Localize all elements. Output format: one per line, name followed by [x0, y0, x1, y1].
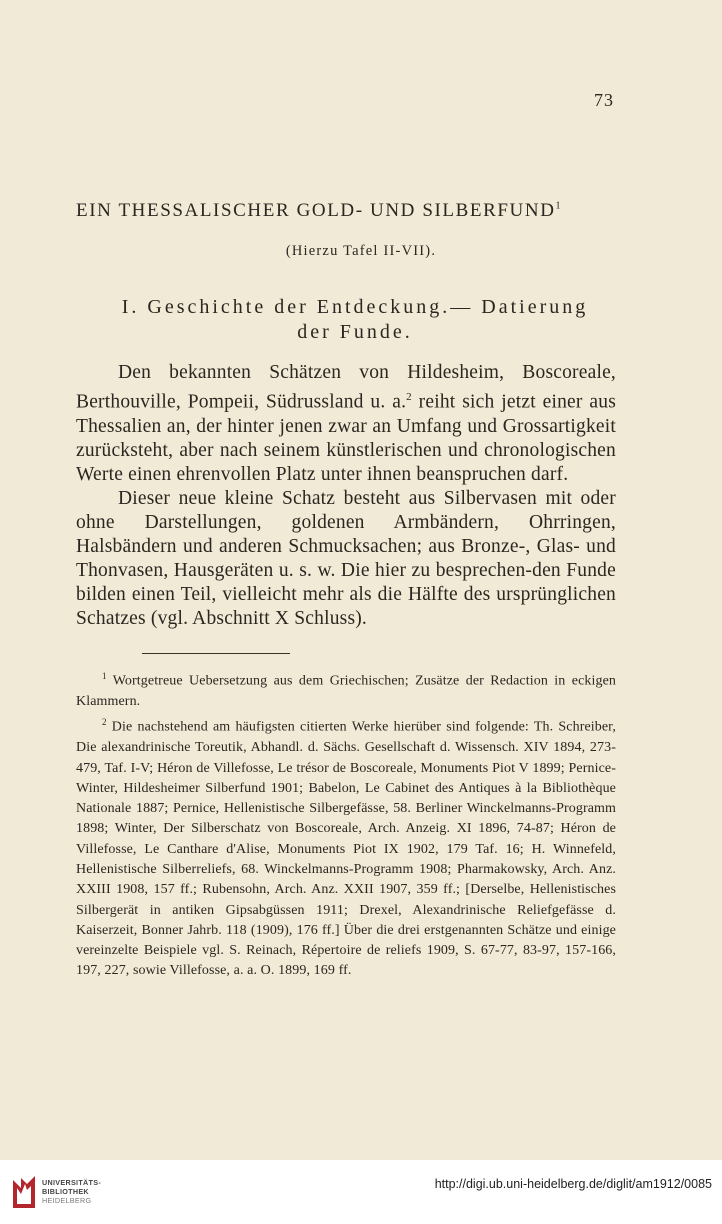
footnote-2-mark: 2: [102, 717, 107, 728]
footnotes: [76, 666, 616, 982]
paragraph-2: Dieser neue kleine Schatz besteht aus Silbervasen mit oder ohne Darstellungen, goldenen Armbändern, Ohrringen, Halsbändern und anderen Schmucksachen; aus Bronze-, Glas- und Thonvasen, Hausgeräten u. s. w. Die hier zu besprechen-den Funde bilden einen Teil, vielleicht mehr als die Hälfte des ursprünglichen Schatzes (vgl. Abschnitt X Schluss).: [76, 487, 616, 629]
section-heading-line1: I. Geschichte der Entdeckung.— Datierung: [121, 296, 589, 318]
section-heading-line2: der Funde.: [297, 321, 413, 343]
section-heading: [60, 295, 650, 345]
footnote-1: [76, 666, 616, 712]
library-name-line3: HEIDELBERG: [42, 1196, 92, 1205]
body-text: [76, 361, 616, 631]
footnote-2-text: Die nachstehend am häufigsten citierten Werke hierüber sind folgende: Th. Schreiber, Die alexandrinische Toreutik, Abhandl. d. Sächs. Gesellschaft d. Wissensch. XIV 1894, 273-479, Taf. I-V; Héron de Villefosse, Le trésor de Boscoreale, Monuments Piot V 1899; Pernice-Winter, Hildesheimer Silberfund 1901; Babelon, Le Cabinet des Antiques à la Bibliothèque Nationale 1887; Pernice, Hellenistische Silbergefässe, 58. Berliner Winckelmanns-Programm 1898; Winter, Der Silberschatz von Boscoreale, Arch. Anzeig. XI 1896, 74-87; Héron de Villefosse, Le Canthare d'Alise, Monuments Piot IX 1902, 179 Taf. 16; H. Winnefeld, Hellenistische Silberreliefs, 68. Winckelmanns-Programm 1908; Pharmakowsky, Arch. Anz. XXIII 1908, 157 ff.; Rubensohn, Arch. Anz. XXII 1907, 359 ff.; [Derselbe, Hellenistisches Silbergerät in antiken Gipsabgüssen 1911; Drexel, Alexandrinische Reliefgefässe d. Kaiserzeit, Bonner Jahrb. 118 (1909), 176 ff.] Über die drei erstgenannten Schätze und einige vereinzelte Beispiele vgl. S. Reinach, Répertoire de reliefs 1909, S. 67-77, 83-97, 157-166, 197, 227, sowie Villefosse, a. a. O. 1899, 169 ff.: [76, 719, 616, 979]
footnote-ref-2: 2: [406, 391, 412, 403]
permalink-url[interactable]: http://digi.ub.uni-heidelberg.de/diglit/am1912/0085: [434, 1177, 712, 1191]
footnote-divider: [142, 653, 290, 654]
library-name: [42, 1178, 101, 1205]
title-text: EIN THESSALISCHER GOLD- UND SILBERFUND: [76, 200, 556, 221]
article-title: [76, 200, 636, 222]
title-footnote-mark: 1: [555, 200, 563, 212]
paragraph-1-part-b: reiht sich jetzt einer aus Thessalien an, der hinter jenen zwar an Umfang und Grossartigkeit zurücksteht, aber nach seinem künstlerischen und chronologischen Werte einen ehrenvollen Platz unter ihnen beanspruchen darf.: [76, 391, 616, 485]
footnote-1-text: Wortgetreue Uebersetzung aus dem Griechischen; Zusätze der Redaction in eckigen Klammern.: [76, 673, 616, 709]
paragraph-1: [76, 361, 616, 487]
heidelberg-library-logo-icon[interactable]: [8, 1174, 40, 1212]
footnote-2: [76, 712, 616, 982]
footnote-1-mark: 1: [102, 671, 107, 681]
viewer-footer: [0, 1160, 722, 1224]
plates-reference: (Hierzu Tafel II-VII).: [285, 243, 437, 259]
paragraph-1-part-a: Den bekannten Schätzen von Hildesheim, Boscoreale, Berthouville, Pompeii, Südrussland u. a.: [76, 362, 616, 413]
page-number: 73: [594, 90, 614, 110]
library-name-line2: BIBLIOTHEK: [42, 1187, 89, 1196]
library-name-line1: UNIVERSITÄTS-: [42, 1178, 102, 1187]
